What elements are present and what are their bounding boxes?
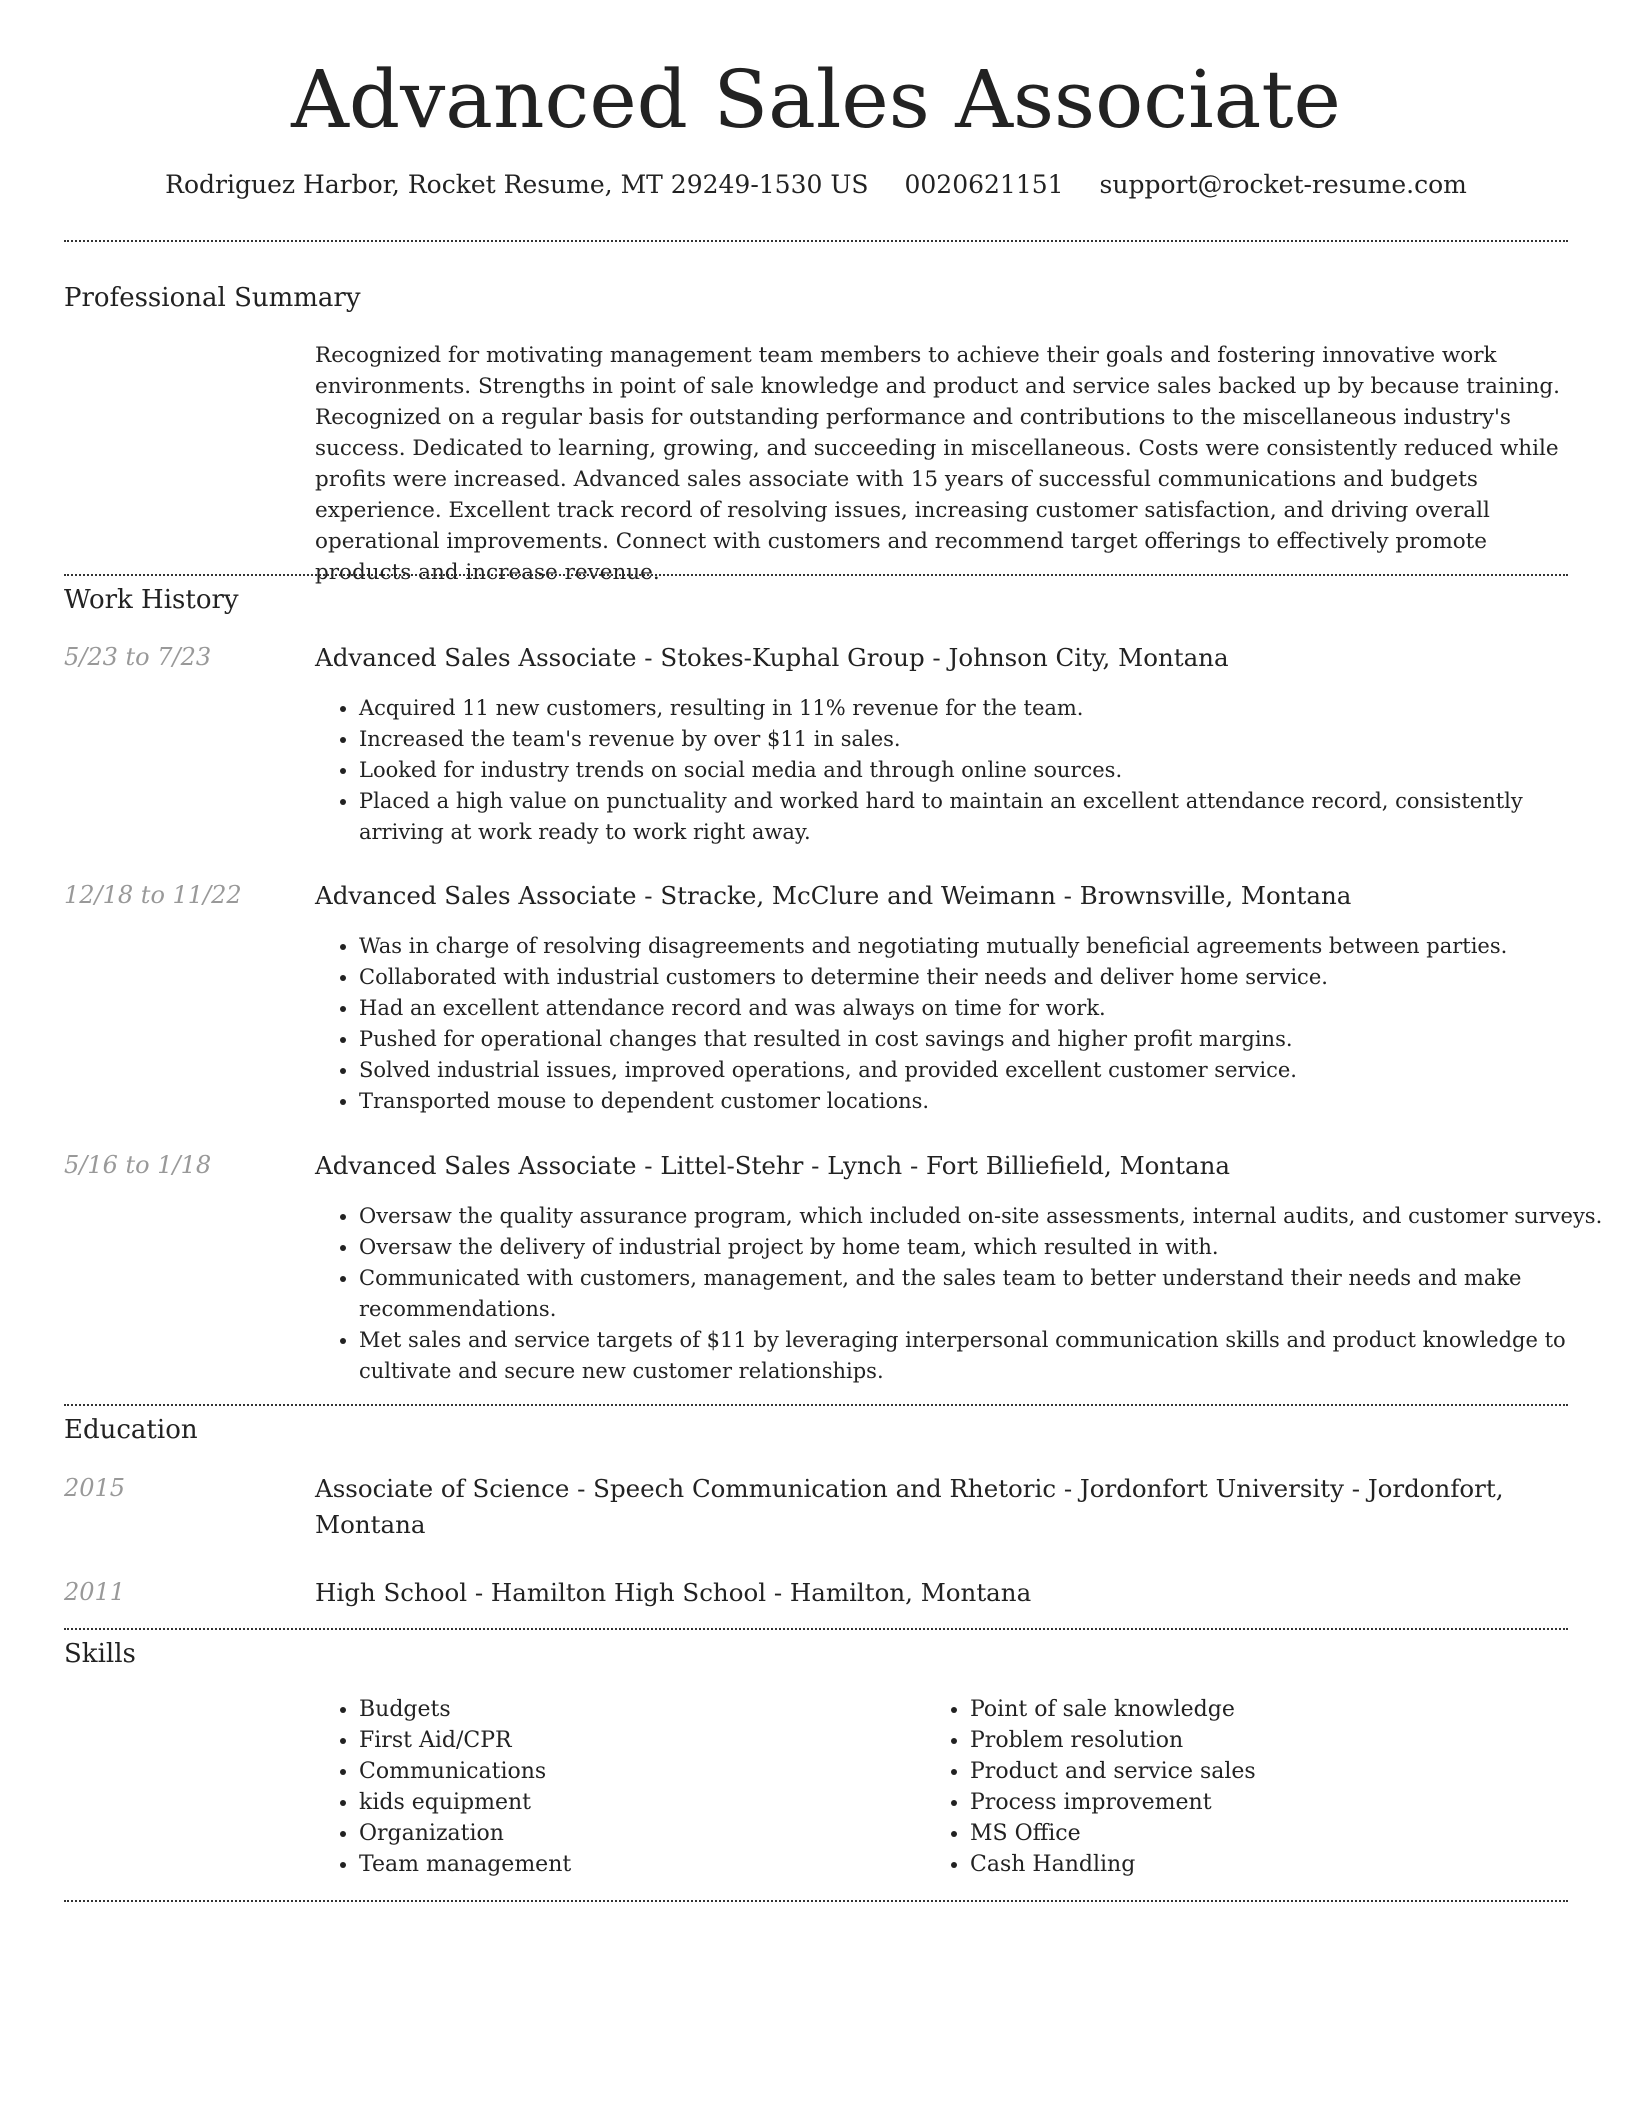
job-bullet: • Acquired 11 new customers, resulting in 11% revenue for the team. <box>359 693 1604 724</box>
divider <box>64 1628 1568 1630</box>
job-bullets <box>315 931 1604 1117</box>
skills-list-left <box>315 1694 919 1880</box>
summary-text: Recognized for motivating management team members to achieve their goals and fostering innovative work environments. Strengths in point of sale knowledge and product and service sales backed up by because training. Recognized on a regular basis for outstanding performance and contributions to the miscellaneous industry's success. Dedicated to learning, growing, and succeeding in miscellaneous. Costs were consistently reduced while profits were increased. Advanced sales associate with 15 years of successful communications and budgets experience. Excellent track record of resolving issues, increasing customer satisfaction, and driving overall operational improvements. Connect with customers and recommend target offerings to effectively promote products and increase revenue. <box>315 343 1561 585</box>
skill-item: • First Aid/CPR <box>359 1725 919 1756</box>
job-bullets <box>315 1201 1604 1387</box>
divider <box>64 240 1568 242</box>
job-bullet: • Collaborated with industrial customers to determine their needs and deliver home service. <box>359 962 1604 993</box>
job-dates: 5/16 to 1/18 <box>64 1151 212 1179</box>
divider <box>64 1404 1568 1406</box>
education-year: 2011 <box>64 1578 126 1606</box>
divider <box>64 1900 1568 1902</box>
job-bullet: • Had an excellent attendance record and was always on time for work. <box>359 993 1604 1024</box>
skill-item: • kids equipment <box>359 1787 919 1818</box>
job-bullet: • Was in charge of resolving disagreements and negotiating mutually beneficial agreements between parties. <box>359 931 1604 962</box>
job-bullet: • Placed a high value on punctuality and worked hard to maintain an excellent attendance record, consistently arriving at work ready to work right away. <box>359 786 1604 848</box>
job-bullet: • Looked for industry trends on social media and through online sources. <box>359 755 1604 786</box>
contact-address: Rodriguez Harbor, Rocket Resume, MT 29249-1530 US <box>165 170 869 199</box>
skill-item: • Point of sale knowledge <box>970 1694 1570 1725</box>
job-bullet: • Oversaw the quality assurance program, which included on-site assessments, internal audits, and customer surveys. <box>359 1201 1604 1232</box>
skills-list-right <box>926 1694 1570 1880</box>
skill-item: • Process improvement <box>970 1787 1570 1818</box>
section-title-education: Education <box>64 1415 198 1445</box>
job-title: Advanced Sales Associate - Stokes-Kuphal Group - Johnson City, Montana <box>315 643 1229 672</box>
skill-item: • Budgets <box>359 1694 919 1725</box>
job-bullet: • Communicated with customers, management, and the sales team to better understand their needs and make recommendations. <box>359 1263 1604 1325</box>
section-title-summary: Professional Summary <box>64 283 361 313</box>
skill-item: • MS Office <box>970 1818 1570 1849</box>
section-title-work: Work History <box>64 585 239 615</box>
job-bullet: • Solved industrial issues, improved operations, and provided excellent customer service. <box>359 1055 1604 1086</box>
skill-item: • Communications <box>359 1756 919 1787</box>
skill-item: • Product and service sales <box>970 1756 1570 1787</box>
job-dates: 5/23 to 7/23 <box>64 643 212 671</box>
education-entry: High School - Hamilton High School - Hamilton, Montana <box>315 1578 1032 1607</box>
job-bullet: • Transported mouse to dependent customer locations. <box>359 1086 1604 1117</box>
job-bullet: • Oversaw the delivery of industrial project by home team, which resulted in with. <box>359 1232 1604 1263</box>
education-entry: Associate of Science - Speech Communication and Rhetoric - Jordonfort University - Jordonfort, Montana <box>315 1474 1504 1539</box>
skill-item: • Organization <box>359 1818 919 1849</box>
job-dates: 12/18 to 11/22 <box>64 881 242 909</box>
skill-item: • Cash Handling <box>970 1849 1570 1880</box>
skill-item: • Problem resolution <box>970 1725 1570 1756</box>
job-bullet: • Pushed for operational changes that resulted in cost savings and higher profit margins. <box>359 1024 1604 1055</box>
job-bullet: • Met sales and service targets of $11 by leveraging interpersonal communication skills and product knowledge to cultivate and secure new customer relationships. <box>359 1325 1604 1387</box>
contact-phone: 0020621151 <box>904 170 1064 199</box>
skill-item: • Team management <box>359 1849 919 1880</box>
contact-email: support@rocket-resume.com <box>1099 170 1467 199</box>
divider <box>64 574 1568 576</box>
job-bullet: • Increased the team's revenue by over $11 in sales. <box>359 724 1604 755</box>
education-year: 2015 <box>64 1474 126 1502</box>
contact-line <box>0 170 1632 199</box>
job-title: Advanced Sales Associate - Littel-Stehr - Lynch - Fort Billiefield, Montana <box>315 1151 1231 1180</box>
job-title: Advanced Sales Associate - Stracke, McClure and Weimann - Brownsville, Montana <box>315 881 1352 910</box>
section-title-skills: Skills <box>64 1639 136 1669</box>
job-bullets <box>315 693 1604 848</box>
resume-name: Advanced Sales Associate <box>291 53 1341 146</box>
